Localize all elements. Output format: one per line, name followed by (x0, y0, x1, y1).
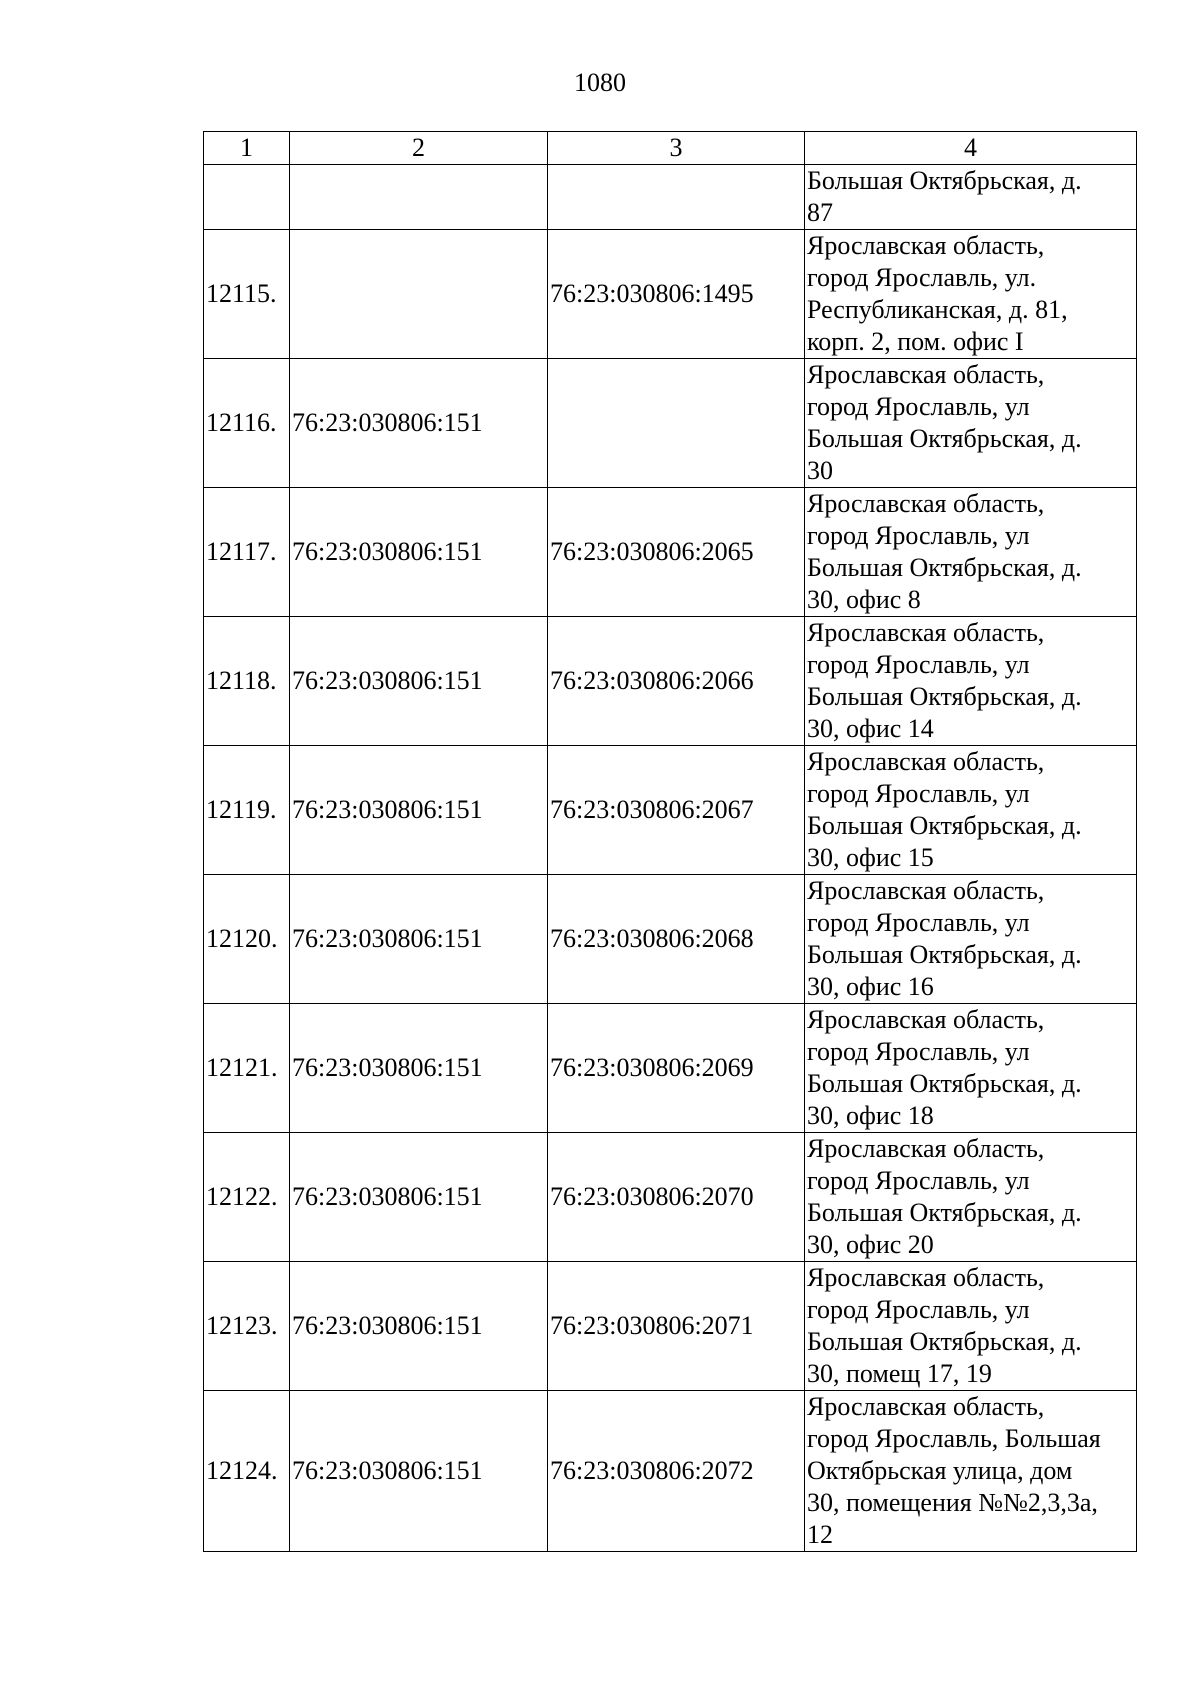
address-cell (805, 746, 1137, 875)
address-line: город Ярославль, ул (807, 1295, 1030, 1324)
address-cell (805, 875, 1137, 1004)
address-line: Ярославская область, (807, 1005, 1045, 1034)
column-header: 1 (204, 132, 290, 165)
cadastral-number-cell (290, 230, 548, 359)
address-line: 12 (807, 1520, 833, 1549)
address-line: 30, офис 14 (807, 714, 934, 743)
address-line: город Ярославль, ул (807, 908, 1030, 937)
address-line: город Ярославль, ул (807, 1166, 1030, 1195)
address-line: корп. 2, пом. офис I (807, 327, 1024, 356)
object-cadastral-number-cell: 76:23:030806:2065 (548, 488, 805, 617)
address-line: Ярославская область, (807, 231, 1045, 260)
cadastral-number-cell: 76:23:030806:151 (290, 1391, 548, 1552)
address-line: город Ярославль, ул (807, 521, 1030, 550)
cadastral-number-cell: 76:23:030806:151 (290, 617, 548, 746)
cadastral-number-cell: 76:23:030806:151 (290, 1133, 548, 1262)
cadastral-number-cell: 76:23:030806:151 (290, 488, 548, 617)
object-cadastral-number-cell: 76:23:030806:1495 (548, 230, 805, 359)
address-line: Ярославская область, (807, 618, 1045, 647)
address-cell (805, 617, 1137, 746)
address-line: Большая Октябрьская, д. (807, 424, 1082, 453)
address-line: Ярославская область, (807, 489, 1045, 518)
table-row (204, 1004, 1137, 1133)
address-line: Республиканская, д. 81, (807, 295, 1068, 324)
address-line: Большая Октябрьская, д. (807, 1069, 1082, 1098)
row-number-cell: 12122. (204, 1133, 290, 1262)
table-row (204, 1262, 1137, 1391)
cadastral-number-cell: 76:23:030806:151 (290, 1262, 548, 1391)
object-cadastral-number-cell: 76:23:030806:2072 (548, 1391, 805, 1552)
address-line: Большая Октябрьская, д. (807, 553, 1082, 582)
table-row (204, 359, 1137, 488)
address-line: 30, офис 20 (807, 1230, 934, 1259)
address-cell (805, 230, 1137, 359)
address-line: Большая Октябрьская, д. (807, 811, 1082, 840)
object-cadastral-number-cell: 76:23:030806:2071 (548, 1262, 805, 1391)
table-row (204, 230, 1137, 359)
address-line: 30, помещения №№2,3,3а, (807, 1488, 1098, 1517)
row-number-cell: 12115. (204, 230, 290, 359)
registry-table (203, 131, 1137, 1552)
object-cadastral-number-cell (548, 359, 805, 488)
column-header: 3 (548, 132, 805, 165)
address-line: город Ярославль, ул. (807, 263, 1037, 292)
address-cell (805, 488, 1137, 617)
page-number: 1080 (574, 68, 626, 97)
address-line: Ярославская область, (807, 747, 1045, 776)
address-line: город Ярославль, ул (807, 392, 1030, 421)
address-line: 30, офис 8 (807, 585, 921, 614)
address-cell (805, 165, 1137, 230)
address-line: Большая Октябрьская, д. (807, 1327, 1082, 1356)
address-line: Ярославская область, (807, 1134, 1045, 1163)
column-header: 4 (805, 132, 1137, 165)
address-line: город Ярославль, ул (807, 779, 1030, 808)
address-line: 30, офис 18 (807, 1101, 934, 1130)
address-line: 30, помещ 17, 19 (807, 1359, 992, 1388)
address-line: Ярославская область, (807, 876, 1045, 905)
table-row (204, 617, 1137, 746)
cadastral-number-cell (290, 165, 548, 230)
address-line: Большая Октябрьская, д. (807, 682, 1082, 711)
object-cadastral-number-cell: 76:23:030806:2070 (548, 1133, 805, 1262)
row-number-cell: 12119. (204, 746, 290, 875)
address-line: город Ярославль, ул (807, 1037, 1030, 1066)
object-cadastral-number-cell (548, 165, 805, 230)
address-cell (805, 1004, 1137, 1133)
table-header-row (204, 132, 1137, 165)
address-line: Ярославская область, (807, 1392, 1045, 1421)
table-body (204, 132, 1137, 1552)
address-cell (805, 1133, 1137, 1262)
row-number-cell: 12124. (204, 1391, 290, 1552)
table-row (204, 488, 1137, 617)
table-row (204, 1133, 1137, 1262)
address-line: город Ярославль, ул (807, 650, 1030, 679)
cadastral-number-cell: 76:23:030806:151 (290, 359, 548, 488)
row-number-cell: 12123. (204, 1262, 290, 1391)
row-number-cell (204, 165, 290, 230)
address-line: Большая Октябрьская, д. (807, 166, 1082, 195)
table-row (204, 875, 1137, 1004)
cadastral-number-cell: 76:23:030806:151 (290, 746, 548, 875)
cadastral-number-cell: 76:23:030806:151 (290, 875, 548, 1004)
address-line: Большая Октябрьская, д. (807, 940, 1082, 969)
object-cadastral-number-cell: 76:23:030806:2068 (548, 875, 805, 1004)
address-cell (805, 359, 1137, 488)
address-cell (805, 1262, 1137, 1391)
address-line: Ярославская область, (807, 1263, 1045, 1292)
address-line: город Ярославль, Большая (807, 1424, 1101, 1453)
address-line: Октябрьская улица, дом (807, 1456, 1073, 1485)
address-line: Большая Октябрьская, д. (807, 1198, 1082, 1227)
address-line: 30, офис 15 (807, 843, 934, 872)
row-number-cell: 12120. (204, 875, 290, 1004)
object-cadastral-number-cell: 76:23:030806:2069 (548, 1004, 805, 1133)
table-row (204, 165, 1137, 230)
table-row (204, 1391, 1137, 1552)
cadastral-number-cell: 76:23:030806:151 (290, 1004, 548, 1133)
table-row (204, 746, 1137, 875)
address-line: 30, офис 16 (807, 972, 934, 1001)
object-cadastral-number-cell: 76:23:030806:2066 (548, 617, 805, 746)
column-header: 2 (290, 132, 548, 165)
address-line: Ярославская область, (807, 360, 1045, 389)
address-cell (805, 1391, 1137, 1552)
row-number-cell: 12117. (204, 488, 290, 617)
address-line: 30 (807, 456, 833, 485)
row-number-cell: 12116. (204, 359, 290, 488)
row-number-cell: 12118. (204, 617, 290, 746)
row-number-cell: 12121. (204, 1004, 290, 1133)
address-line: 87 (807, 198, 833, 227)
object-cadastral-number-cell: 76:23:030806:2067 (548, 746, 805, 875)
